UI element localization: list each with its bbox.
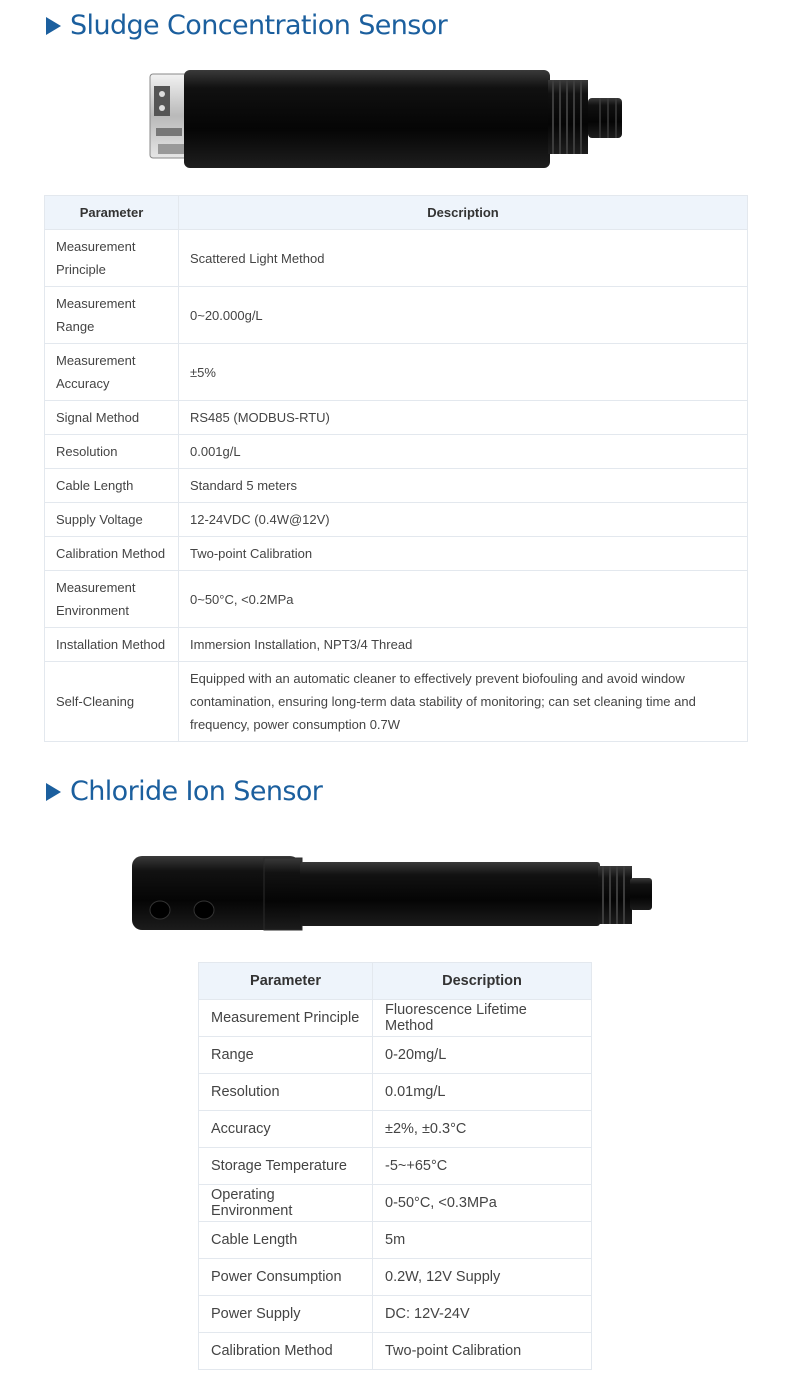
- param-cell: Power Supply: [199, 1296, 373, 1333]
- value-cell: 0~20.000g/L: [179, 287, 748, 344]
- value-cell: Standard 5 meters: [179, 469, 748, 503]
- value-cell: Fluorescence Lifetime Method: [373, 1000, 592, 1037]
- value-cell: 0-20mg/L: [373, 1037, 592, 1074]
- table-row: [199, 1296, 592, 1333]
- value-cell: ±5%: [179, 344, 748, 401]
- param-cell: Measurement Principle: [199, 1000, 373, 1037]
- table-row: [45, 537, 748, 571]
- sludge-sensor-image: [140, 64, 630, 174]
- table-row: [45, 230, 748, 287]
- table-header-parameter: Parameter: [45, 196, 179, 230]
- table-row: [45, 287, 748, 344]
- table-row: [45, 344, 748, 401]
- table-header-description: Description: [179, 196, 748, 230]
- sludge-section-title: [46, 10, 447, 41]
- param-cell: Power Consumption: [199, 1259, 373, 1296]
- param-cell: Self-Cleaning: [45, 662, 179, 742]
- table-header-description: Description: [373, 963, 592, 1000]
- value-cell: 0~50°C, <0.2MPa: [179, 571, 748, 628]
- param-cell: Storage Temperature: [199, 1148, 373, 1185]
- play-triangle-icon: [46, 17, 61, 35]
- param-cell: Range: [199, 1037, 373, 1074]
- sludge-spec-table: [44, 195, 748, 742]
- value-cell: Equipped with an automatic cleaner to effectively prevent biofouling and avoid window contamination, ensuring long-term data stability of monitoring; can set cleaning time and frequency, power consumption 0.7W: [179, 662, 748, 742]
- table-row: [45, 571, 748, 628]
- param-cell: Measurement Range: [45, 287, 179, 344]
- param-cell: Resolution: [199, 1074, 373, 1111]
- value-cell: 12-24VDC (0.4W@12V): [179, 503, 748, 537]
- table-row: [199, 1148, 592, 1185]
- chloride-title-text: Chloride Ion Sensor: [70, 776, 323, 807]
- value-cell: Two-point Calibration: [179, 537, 748, 571]
- param-cell: Supply Voltage: [45, 503, 179, 537]
- table-header-parameter: Parameter: [199, 963, 373, 1000]
- value-cell: RS485 (MODBUS-RTU): [179, 401, 748, 435]
- chloride-sensor-image: [128, 852, 658, 936]
- param-cell: Measurement Environment: [45, 571, 179, 628]
- chloride-spec-table: [198, 962, 592, 1370]
- value-cell: Scattered Light Method: [179, 230, 748, 287]
- play-triangle-icon: [46, 783, 61, 801]
- param-cell: Cable Length: [45, 469, 179, 503]
- value-cell: DC: 12V-24V: [373, 1296, 592, 1333]
- table-row: [199, 1000, 592, 1037]
- value-cell: Immersion Installation, NPT3/4 Thread: [179, 628, 748, 662]
- param-cell: Calibration Method: [199, 1333, 373, 1370]
- table-row: [199, 1259, 592, 1296]
- table-row: [45, 435, 748, 469]
- table-row: [199, 1222, 592, 1259]
- param-cell: Calibration Method: [45, 537, 179, 571]
- param-cell: Measurement Accuracy: [45, 344, 179, 401]
- table-row: [45, 662, 748, 742]
- param-cell: Signal Method: [45, 401, 179, 435]
- table-row: [45, 628, 748, 662]
- value-cell: -5~+65°C: [373, 1148, 592, 1185]
- param-cell: Installation Method: [45, 628, 179, 662]
- value-cell: 0.2W, 12V Supply: [373, 1259, 592, 1296]
- table-row: [199, 1037, 592, 1074]
- value-cell: 0-50°C, <0.3MPa: [373, 1185, 592, 1222]
- value-cell: 5m: [373, 1222, 592, 1259]
- chloride-section-title: [46, 776, 322, 807]
- table-row: [45, 469, 748, 503]
- table-row: [45, 401, 748, 435]
- param-cell: Cable Length: [199, 1222, 373, 1259]
- sludge-title-text: Sludge Concentration Sensor: [70, 10, 448, 41]
- value-cell: 0.001g/L: [179, 435, 748, 469]
- table-row: [45, 503, 748, 537]
- table-row: [199, 1111, 592, 1148]
- param-cell: Measurement Principle: [45, 230, 179, 287]
- table-row: [199, 1333, 592, 1370]
- value-cell: Two-point Calibration: [373, 1333, 592, 1370]
- param-cell: Operating Environment: [199, 1185, 373, 1222]
- table-row: [199, 1185, 592, 1222]
- value-cell: 0.01mg/L: [373, 1074, 592, 1111]
- value-cell: ±2%, ±0.3°C: [373, 1111, 592, 1148]
- table-row: [199, 1074, 592, 1111]
- param-cell: Accuracy: [199, 1111, 373, 1148]
- param-cell: Resolution: [45, 435, 179, 469]
